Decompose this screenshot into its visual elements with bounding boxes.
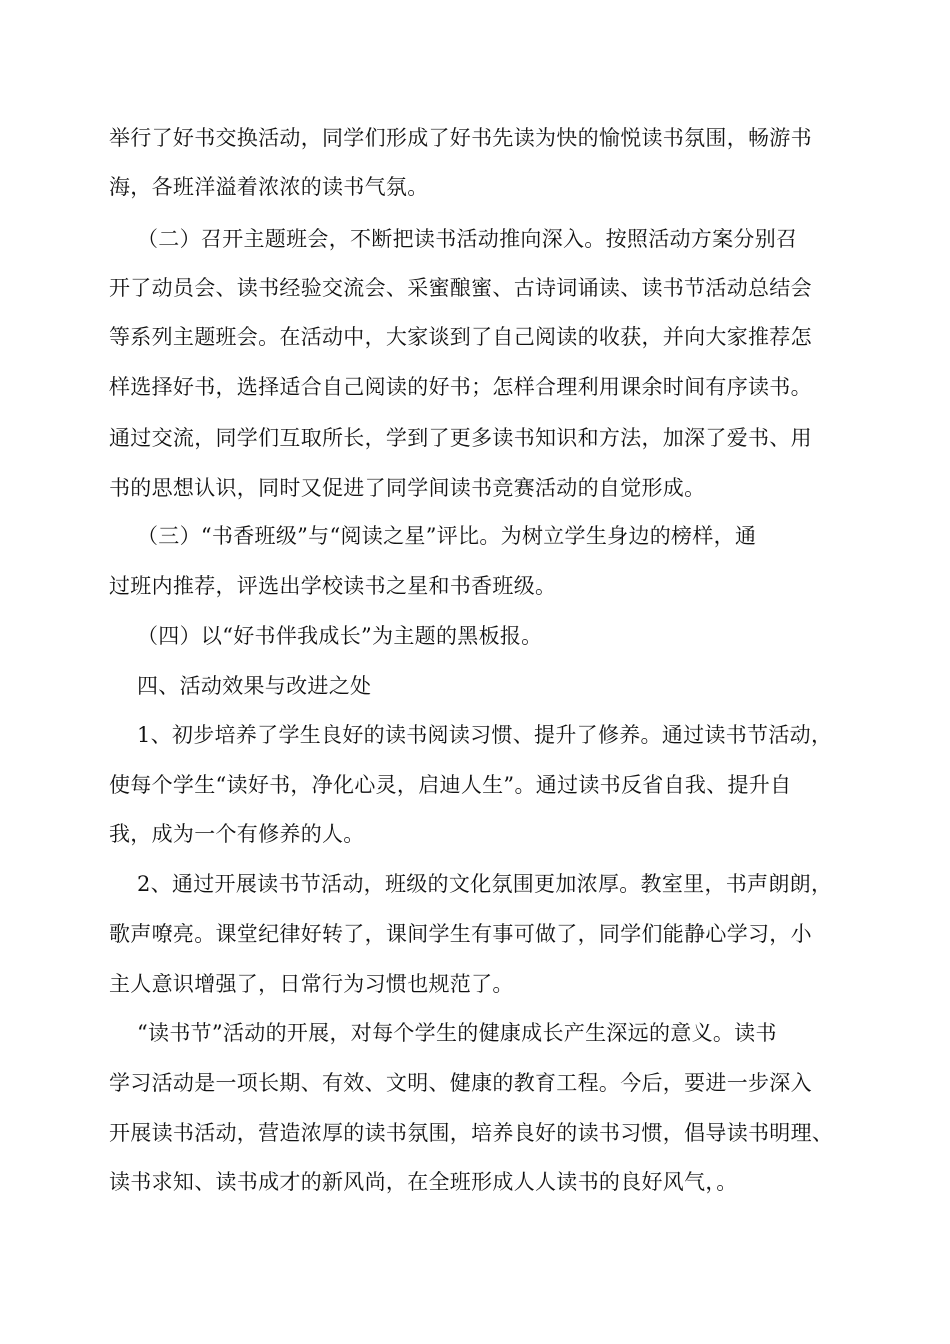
text-line: 举行了好书交换活动，同学们形成了好书先读为快的愉悦读书氛围，畅游书 [109, 126, 812, 150]
text-line: 样选择好书，选择适合自己阅读的好书；怎样合理利用课余时间有序读书。 [109, 375, 812, 399]
text-line: 使每个学生“读好书，净化心灵，启迪人生”。通过读书反省自我、提升自 [109, 773, 792, 797]
text-line: 1、初步培养了学生良好的读书阅读习惯、提升了修养。通过读书节活动， [137, 723, 833, 747]
text-line: 海，各班洋溢着浓浓的读书气氛。 [109, 175, 429, 199]
text-line: 我，成为一个有修养的人。 [109, 822, 365, 846]
text-line: 过班内推荐，评选出学校读书之星和书香班级。 [109, 574, 557, 598]
text-line: 书的思想认识，同时又促进了同学间读书竞赛活动的自觉形成。 [109, 476, 706, 500]
text-line: （四）以“好书伴我成长”为主题的黑板报。 [137, 624, 543, 648]
text-line: （三）“书香班级”与“阅读之星”评比。为树立学生身边的榜样，通 [137, 524, 757, 548]
text-line: （二）召开主题班会，不断把读书活动推向深入。按照活动方案分别召 [137, 227, 798, 251]
text-line: 歌声嘹亮。课堂纪律好转了，课间学生有事可做了，同学们能静心学习，小 [109, 922, 812, 946]
text-line: 2、通过开展读书节活动，班级的文化氛围更加浓厚。教室里，书声朗朗， [137, 872, 833, 896]
text-line: 开展读书活动，营造浓厚的读书氛围，培养良好的读书习惯，倡导读书明理、 [109, 1121, 834, 1145]
section-heading: 四、活动效果与改进之处 [137, 674, 372, 698]
text-line: “读书节”活动的开展，对每个学生的健康成长产生深远的意义。读书 [137, 1021, 777, 1045]
text-line: 主人意识增强了，日常行为习惯也规范了。 [109, 972, 514, 996]
text-line: 读书求知、读书成才的新风尚，在全班形成人人读书的良好风气，。 [109, 1170, 738, 1194]
text-line: 等系列主题班会。在活动中，大家谈到了自己阅读的收获，并向大家推荐怎 [109, 325, 812, 349]
text-line: 通过交流，同学们互取所长，学到了更多读书知识和方法，加深了爱书、用 [109, 426, 812, 450]
text-line: 学习活动是一项长期、有效、文明、健康的教育工程。今后，要进一步深入 [109, 1071, 812, 1095]
text-line: 开了动员会、读书经验交流会、采蜜酿蜜、古诗词诵读、读书节活动总结会 [109, 276, 812, 300]
